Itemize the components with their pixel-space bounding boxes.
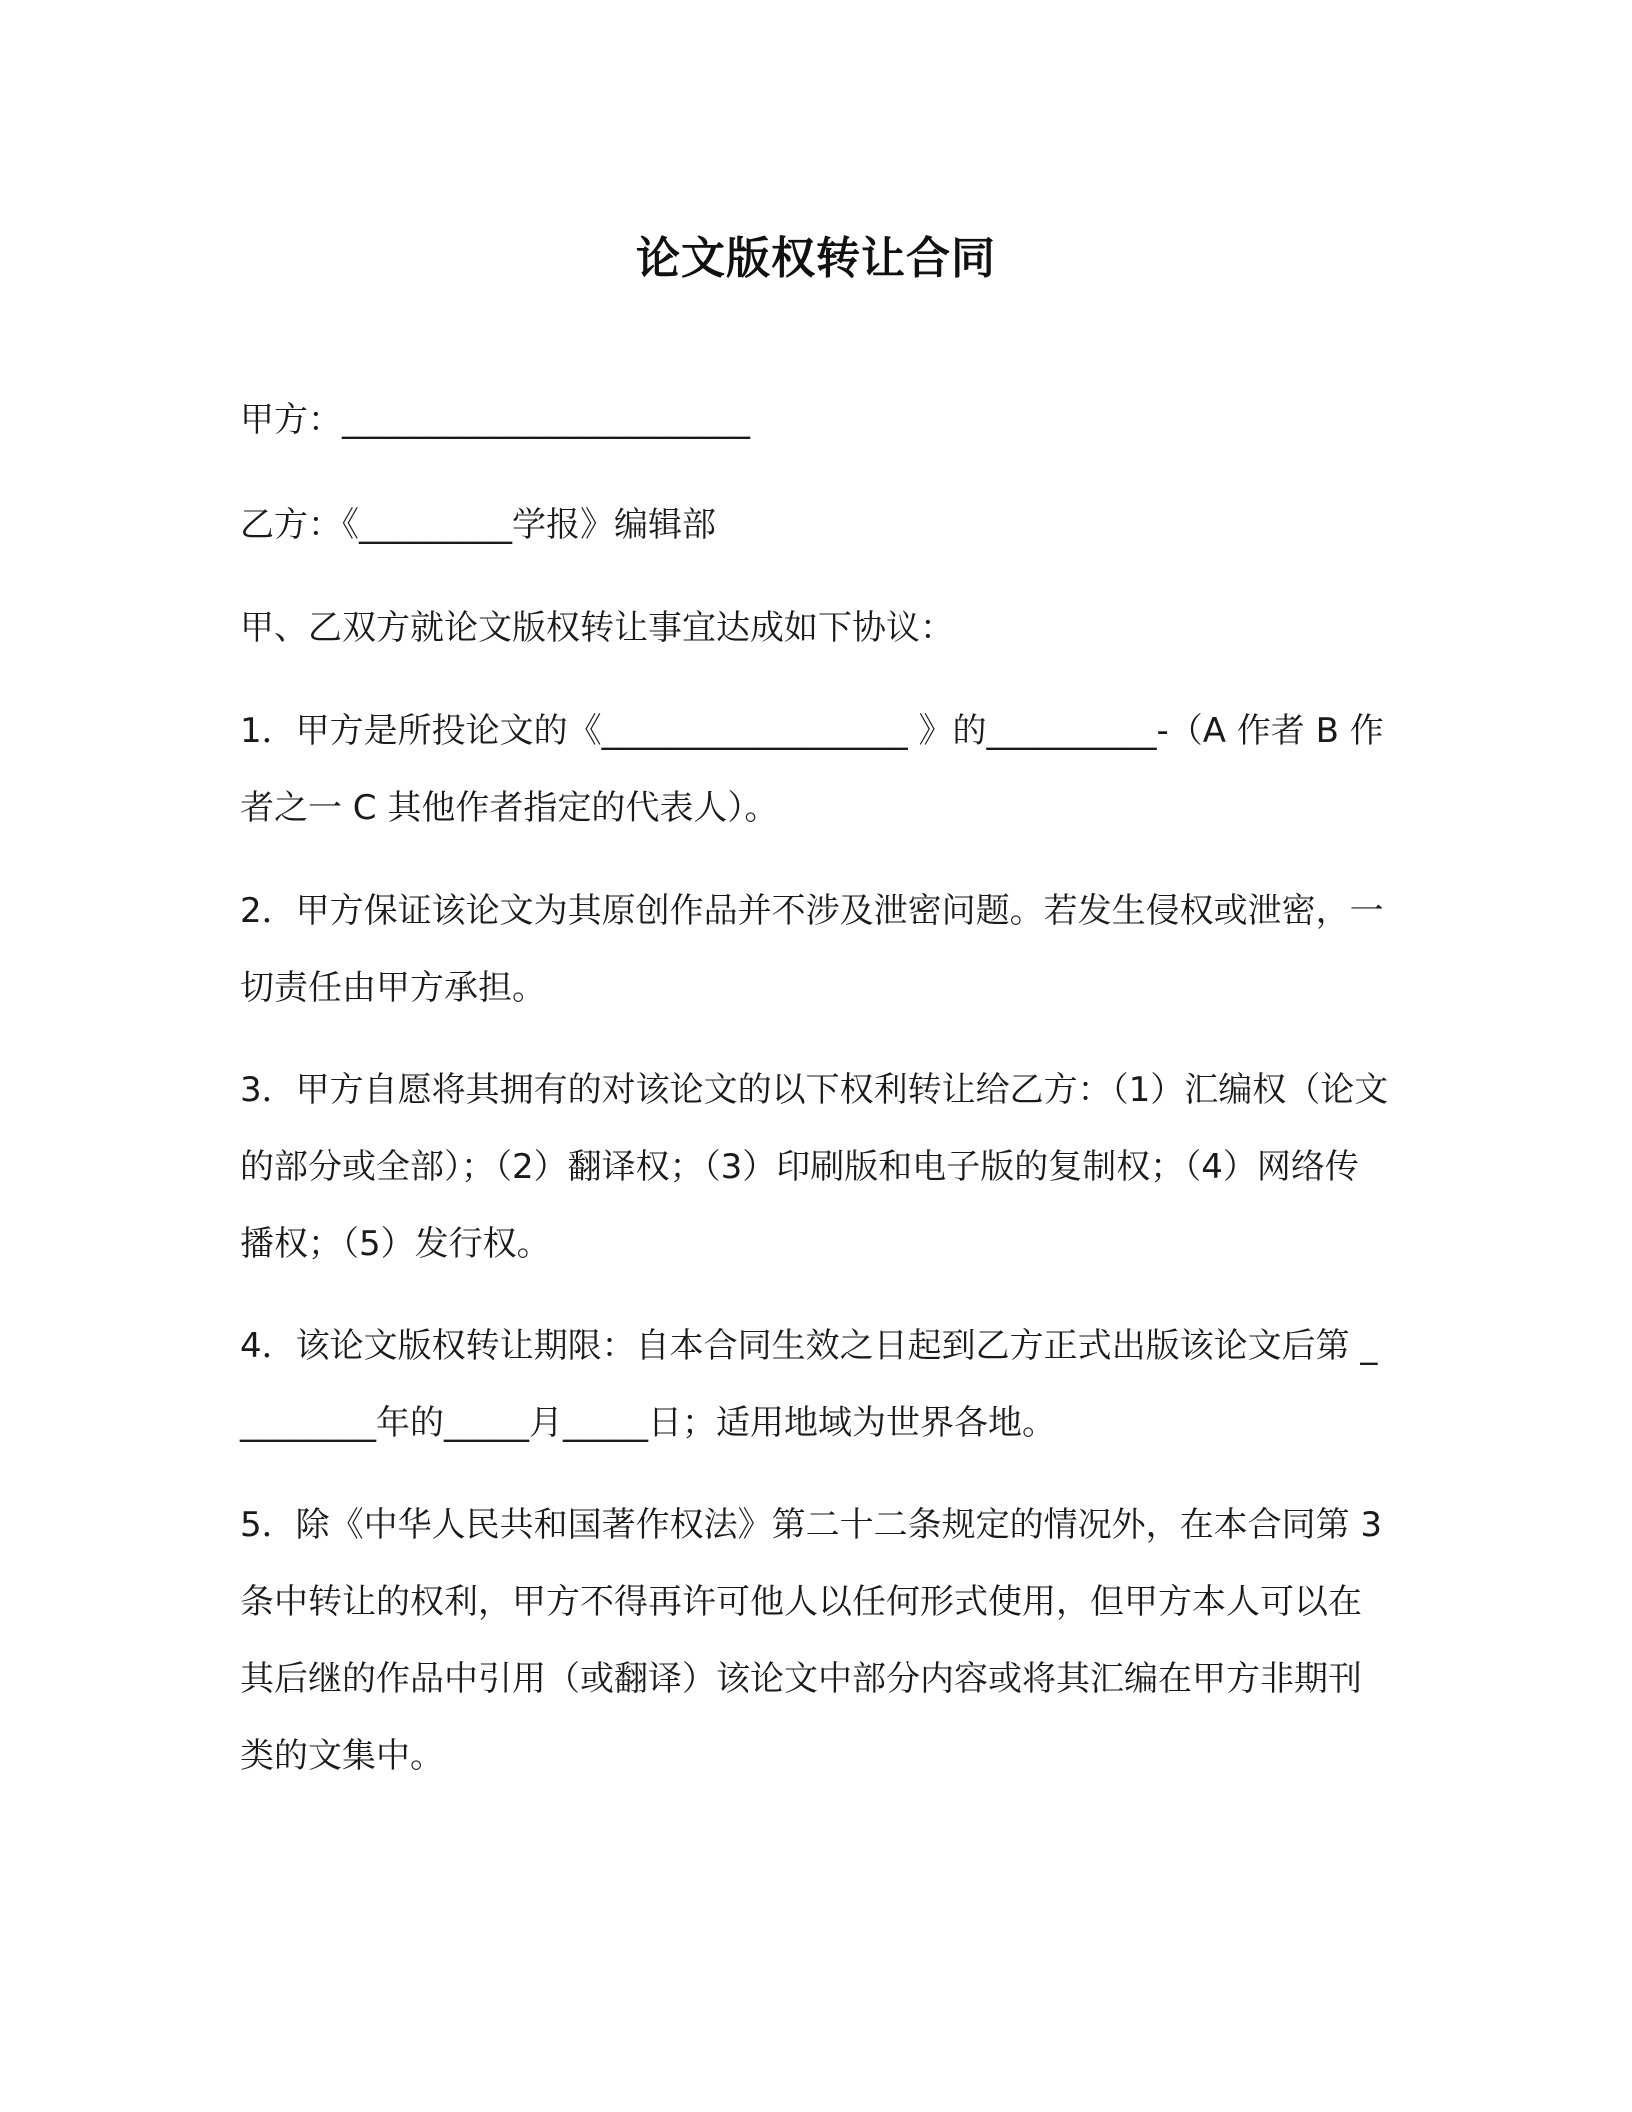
clause-4: 4．该论文版权转让期限：自本合同生效之日起到乙方正式出版该论文后第 _________年的_____月_____日；适用地域为世界各地。 bbox=[240, 1326, 1378, 1443]
document-title: 论文版权转让合同 bbox=[636, 233, 996, 284]
clause-1: 1．甲方是所投论文的《__________________ 》的__________-（A 作者 B 作者之一 C 其他作者指定的代表人）。 bbox=[240, 711, 1384, 828]
party-b-line: 乙方：《_________学报》编辑部 bbox=[240, 505, 716, 545]
agreement-intro: 甲、乙双方就论文版权转让事宜达成如下协议： bbox=[240, 608, 954, 648]
party-a-line: 甲方：________________________ bbox=[240, 400, 750, 440]
clause-5: 5．除《中华人民共和国著作权法》第二十二条规定的情况外，在本合同第 3 条中转让的权利，甲方不得再许可他人以任何形式使用，但甲方本人可以在其后继的作品中引用（或翻译）该论文中部分内容或将其汇编在甲方非期刊类的文集中。 bbox=[240, 1505, 1383, 1776]
clause-3: 3．甲方自愿将其拥有的对该论文的以下权利转让给乙方：（1）汇编权（论文的部分或全部）；（2）翻译权；（3）印刷版和电子版的复制权；（4）网络传播权；（5）发行权。 bbox=[240, 1070, 1389, 1264]
clause-2: 2．甲方保证该论文为其原创作品并不涉及泄密问题。若发生侵权或泄密，一切责任由甲方承担。 bbox=[240, 891, 1384, 1008]
